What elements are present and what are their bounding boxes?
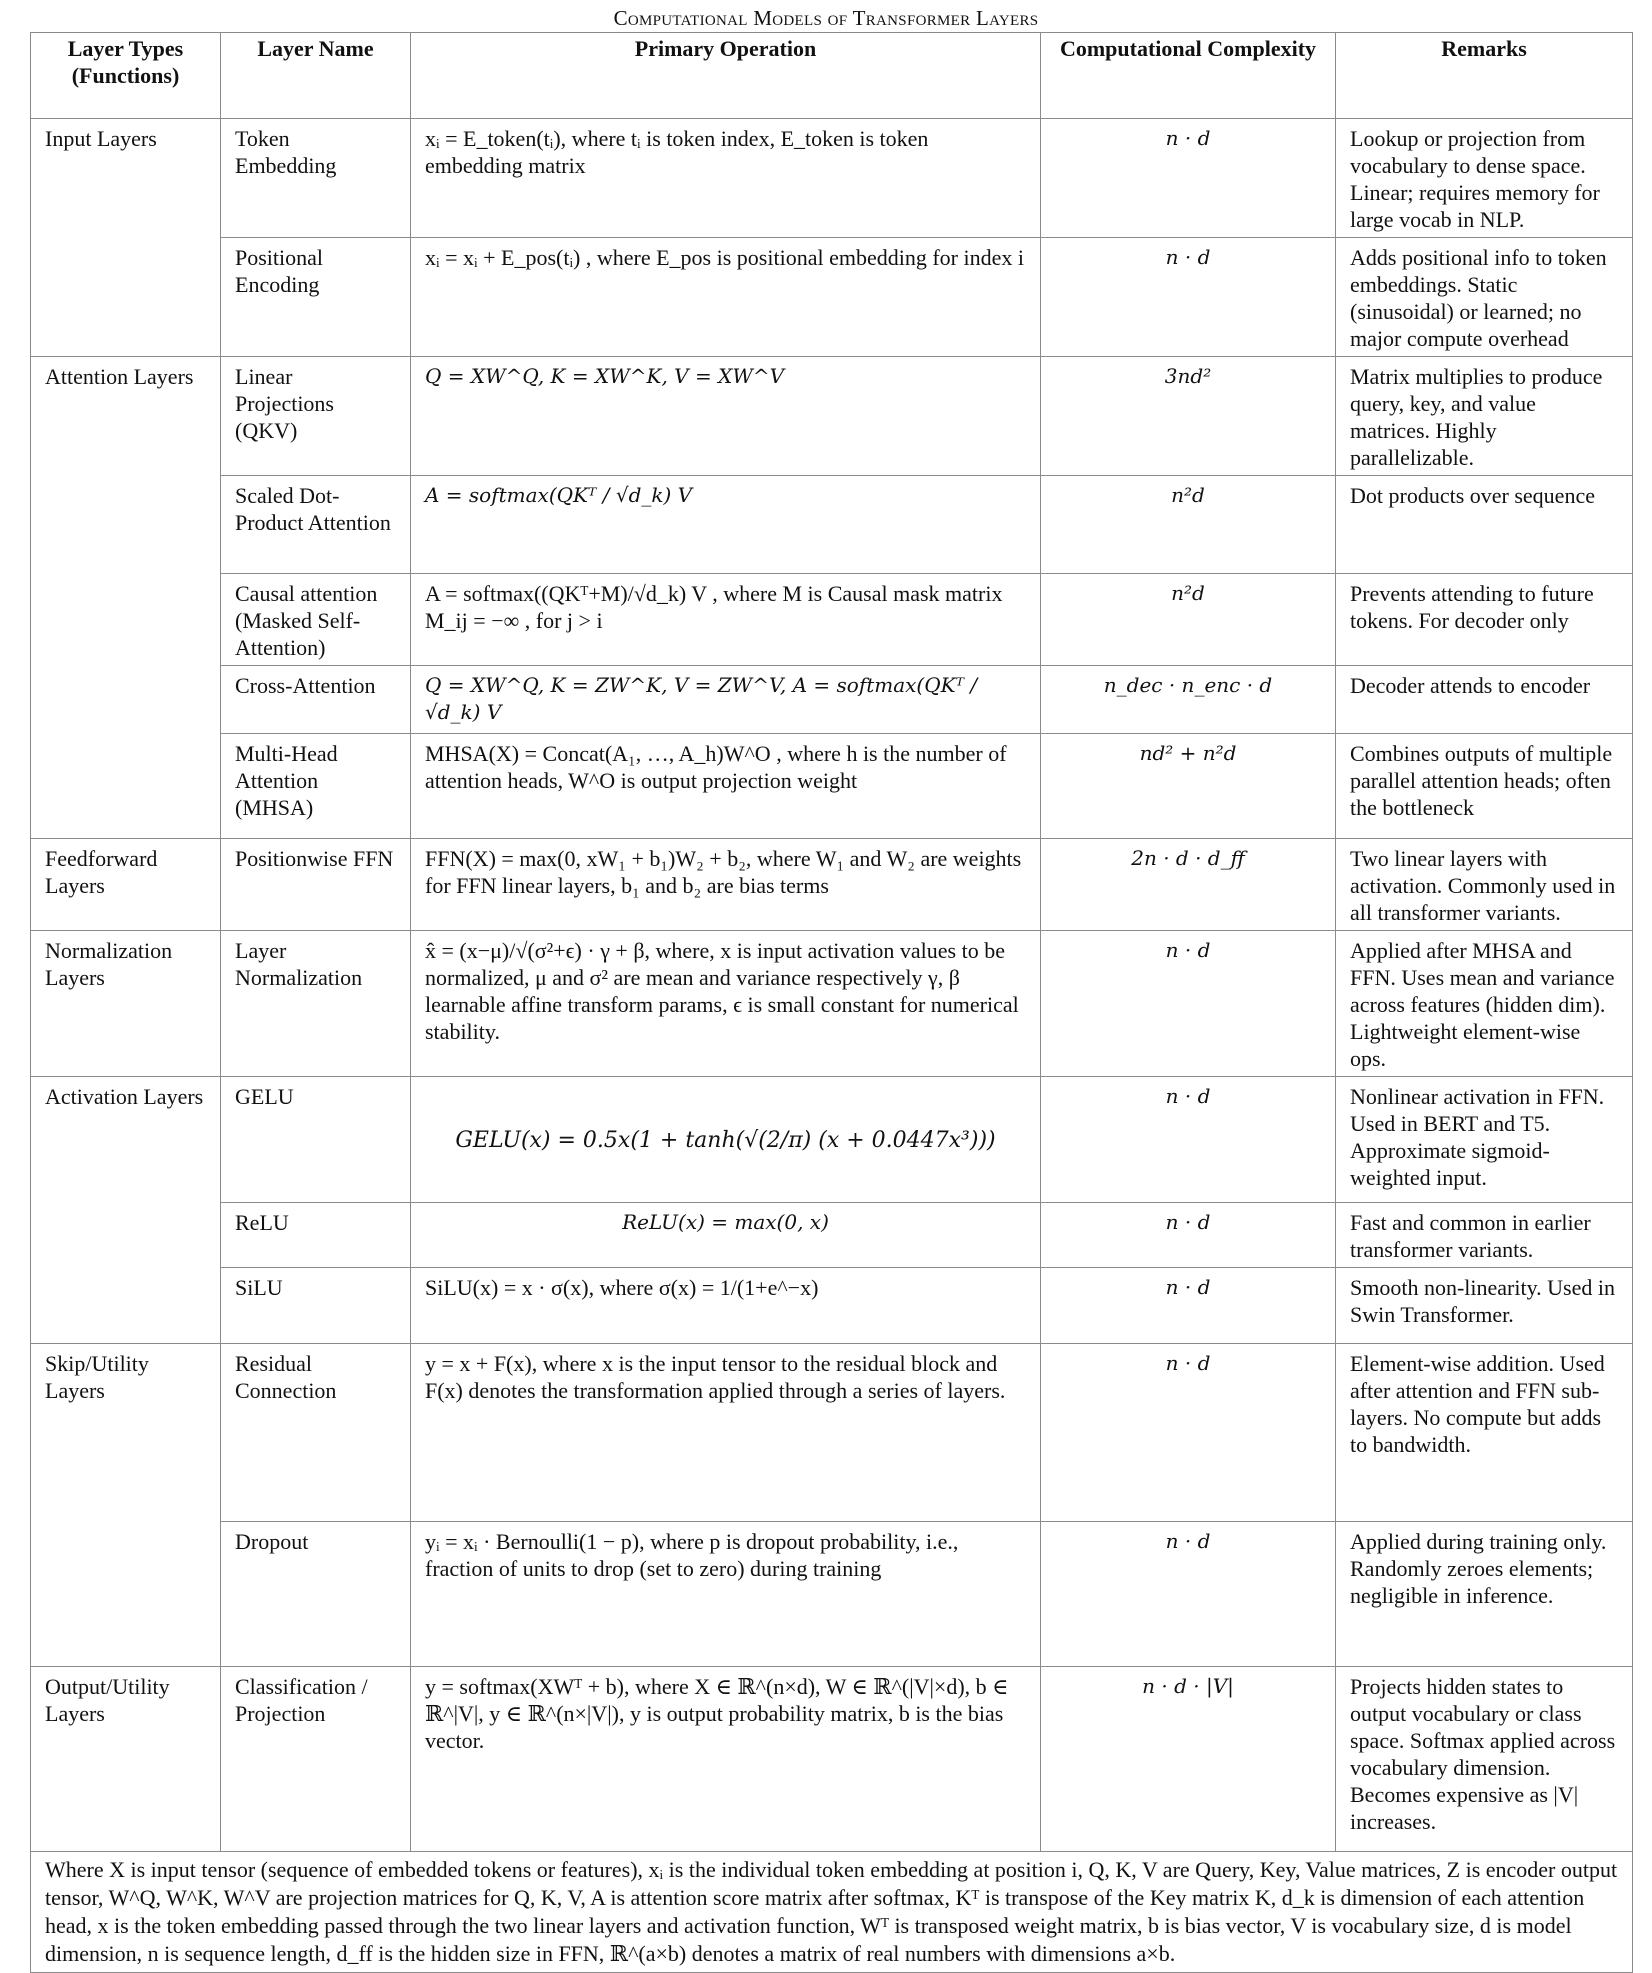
group-feedforward-layers: Feedforward Layers xyxy=(31,839,221,931)
table-row xyxy=(31,476,1633,574)
primary-operation: Q = XW^Q, K = ZW^K, V = ZW^V, A = softmax(QKᵀ / √d_k) V xyxy=(411,666,1041,734)
remarks: Dot products over sequence xyxy=(1336,476,1633,574)
header-layer-types: Layer Types (Functions) xyxy=(31,33,221,119)
layer-name: Classification / Projection xyxy=(221,1667,411,1852)
layer-name: Dropout xyxy=(221,1522,411,1667)
complexity: 3nd² xyxy=(1041,357,1336,476)
complexity: n²d xyxy=(1041,476,1336,574)
primary-operation: Q = XW^Q, K = XW^K, V = XW^V xyxy=(411,357,1041,476)
layer-name: Scaled Dot-Product Attention xyxy=(221,476,411,574)
table-row xyxy=(31,1268,1633,1344)
table-footnote: Where X is input tensor (sequence of embedded tokens or features), xᵢ is the individual token embedding at position i, Q, K, V are Query, Key, Value matrices, Z is encoder output tensor, W^Q, W^K, W^V are projection matrices for Q, K, V, A is attention score matrix after softmax, Kᵀ is transpose of the Key matrix K, d_k is dimension of each attention head, x is the token embedding passed through the two linear layers and activation function, Wᵀ is transposed weight matrix, b is bias vector, V is vocabulary size, d is model dimension, n is sequence length, d_ff is the hidden size in FFN, ℝ^(a×b) denotes a matrix of real numbers with dimensions a×b. xyxy=(31,1852,1633,1973)
layer-name: Linear Projections (QKV) xyxy=(221,357,411,476)
complexity: n · d xyxy=(1041,1344,1336,1522)
complexity: n · d xyxy=(1041,119,1336,238)
remarks: Applied during training only. Randomly zeroes elements; negligible in inference. xyxy=(1336,1522,1633,1667)
table-row xyxy=(31,238,1633,357)
header-remarks: Remarks xyxy=(1336,33,1633,119)
table-row xyxy=(31,839,1633,931)
header-complexity: Computational Complexity xyxy=(1041,33,1336,119)
table-row xyxy=(31,734,1633,839)
group-input-layers: Input Layers xyxy=(31,119,221,357)
group-activation-layers: Activation Layers xyxy=(31,1077,221,1344)
complexity: n · d xyxy=(1041,931,1336,1077)
layer-name: Positionwise FFN xyxy=(221,839,411,931)
table-row xyxy=(31,1203,1633,1268)
remarks: Projects hidden states to output vocabulary or class space. Softmax applied across vocabulary dimension. Becomes expensive as |V| increases. xyxy=(1336,1667,1633,1852)
remarks: Matrix multiplies to produce query, key, and value matrices. Highly parallelizable. xyxy=(1336,357,1633,476)
remarks: Combines outputs of multiple parallel attention heads; often the bottleneck xyxy=(1336,734,1633,839)
table-row xyxy=(31,1077,1633,1203)
header-row xyxy=(31,33,1633,119)
complexity: n · d xyxy=(1041,1077,1336,1203)
layer-name: Positional Encoding xyxy=(221,238,411,357)
complexity: n · d xyxy=(1041,1522,1336,1667)
transformer-layers-table xyxy=(30,32,1633,1973)
remarks: Prevents attending to future tokens. For decoder only xyxy=(1336,574,1633,666)
primary-operation: xᵢ = xᵢ + E_pos(tᵢ) , where E_pos is positional embedding for index i xyxy=(411,238,1041,357)
remarks: Applied after MHSA and FFN. Uses mean and variance across features (hidden dim). Lightweight element-wise ops. xyxy=(1336,931,1633,1077)
primary-operation: y = softmax(XWᵀ + b), where X ∈ ℝ^(n×d), W ∈ ℝ^(|V|×d), b ∈ ℝ^|V|, y ∈ ℝ^(n×|V|), y is output probability matrix, b is the bias vector. xyxy=(411,1667,1041,1852)
primary-operation: yᵢ = xᵢ · Bernoulli(1 − p), where p is dropout probability, i.e., fraction of units to drop (set to zero) during training xyxy=(411,1522,1041,1667)
header-layer-name: Layer Name xyxy=(221,33,411,119)
layer-name: SiLU xyxy=(221,1268,411,1344)
table-caption: Computational Models of Transformer Layers xyxy=(613,6,1039,30)
remarks: Decoder attends to encoder xyxy=(1336,666,1633,734)
layer-name: Cross-Attention xyxy=(221,666,411,734)
complexity: n · d xyxy=(1041,238,1336,357)
table-row xyxy=(31,931,1633,1077)
header-primary-operation: Primary Operation xyxy=(411,33,1041,119)
layer-name: Layer Normalization xyxy=(221,931,411,1077)
complexity: n · d xyxy=(1041,1268,1336,1344)
remarks: Smooth non-linearity. Used in Swin Transformer. xyxy=(1336,1268,1633,1344)
primary-operation: A = softmax((QKᵀ+M)/√d_k) V , where M is Causal mask matrix M_ij = −∞ , for j > i xyxy=(411,574,1041,666)
remarks: Element-wise addition. Used after attention and FFN sub-layers. No compute but adds to bandwidth. xyxy=(1336,1344,1633,1522)
primary-operation: MHSA(X) = Concat(A₁, …, A_h)W^O , where h is the number of attention heads, W^O is output projection weight xyxy=(411,734,1041,839)
primary-operation: x̂ = (x−μ)/√(σ²+ϵ) · γ + β, where, x is input activation values to be normalized, μ and σ² are mean and variance respectively γ, β learnable affine transform params, ϵ is small constant for numerical stability. xyxy=(411,931,1041,1077)
group-normalization-layers: Normalization Layers xyxy=(31,931,221,1077)
group-output-utility-layers: Output/Utility Layers xyxy=(31,1667,221,1852)
primary-operation: GELU(x) = 0.5x(1 + tanh(√(2/π) (x + 0.0447x³))) xyxy=(411,1077,1041,1203)
table-row xyxy=(31,1522,1633,1667)
layer-name: GELU xyxy=(221,1077,411,1203)
table-row xyxy=(31,119,1633,238)
table-row xyxy=(31,666,1633,734)
primary-operation: xᵢ = E_token(tᵢ), where tᵢ is token index, E_token is token embedding matrix xyxy=(411,119,1041,238)
primary-operation: SiLU(x) = x · σ(x), where σ(x) = 1/(1+e^−x) xyxy=(411,1268,1041,1344)
complexity: n²d xyxy=(1041,574,1336,666)
remarks: Lookup or projection from vocabulary to dense space. Linear; requires memory for large vocab in NLP. xyxy=(1336,119,1633,238)
table-row xyxy=(31,357,1633,476)
layer-name: Token Embedding xyxy=(221,119,411,238)
complexity: nd² + n²d xyxy=(1041,734,1336,839)
complexity: n · d xyxy=(1041,1203,1336,1268)
primary-operation: A = softmax(QKᵀ / √d_k) V xyxy=(411,476,1041,574)
table-row xyxy=(31,574,1633,666)
primary-operation: y = x + F(x), where x is the input tensor to the residual block and F(x) denotes the transformation applied through a series of layers. xyxy=(411,1344,1041,1522)
remarks: Adds positional info to token embeddings. Static (sinusoidal) or learned; no major compute overhead xyxy=(1336,238,1633,357)
table-row xyxy=(31,1667,1633,1852)
complexity: 2n · d · d_ff xyxy=(1041,839,1336,931)
group-attention-layers: Attention Layers xyxy=(31,357,221,839)
remarks: Two linear layers with activation. Commonly used in all transformer variants. xyxy=(1336,839,1633,931)
remarks: Nonlinear activation in FFN. Used in BERT and T5. Approximate sigmoid-weighted input. xyxy=(1336,1077,1633,1203)
complexity: n · d · |V| xyxy=(1041,1667,1336,1852)
table-row xyxy=(31,1344,1633,1522)
layer-name: Multi-Head Attention (MHSA) xyxy=(221,734,411,839)
layer-name: Residual Connection xyxy=(221,1344,411,1522)
primary-operation: FFN(X) = max(0, xW₁ + b₁)W₂ + b₂, where W₁ and W₂ are weights for FFN linear layers, b₁ and b₂ are bias terms xyxy=(411,839,1041,931)
layer-name: ReLU xyxy=(221,1203,411,1268)
layer-name: Causal attention (Masked Self-Attention) xyxy=(221,574,411,666)
complexity: n_dec · n_enc · d xyxy=(1041,666,1336,734)
group-skip-utility-layers: Skip/Utility Layers xyxy=(31,1344,221,1667)
primary-operation: ReLU(x) = max(0, x) xyxy=(411,1203,1041,1268)
footnote-row xyxy=(31,1852,1633,1973)
remarks: Fast and common in earlier transformer variants. xyxy=(1336,1203,1633,1268)
